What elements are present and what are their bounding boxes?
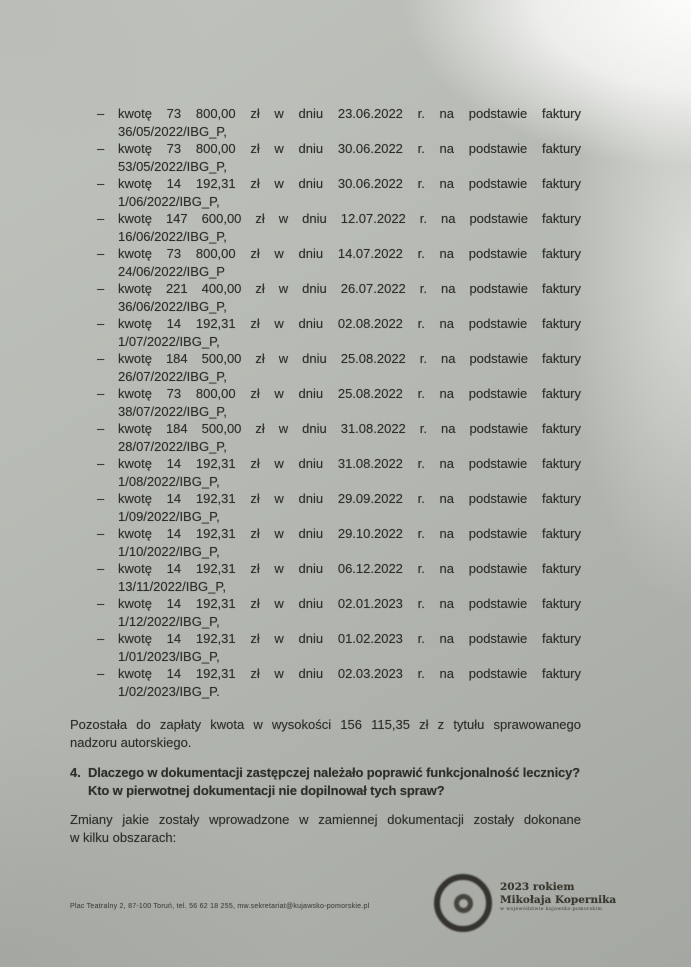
payment-list-item [70,175,581,210]
invoice-number-line: 28/07/2022/IBG_P, [118,438,227,454]
logo-text-line: Mikołaja Kopernika [500,893,617,906]
payment-amount-line: kwotę 14 192,31 zł w dniu 31.08.2022 r. na podstawie faktury [118,456,581,471]
payment-amount-line: kwotę 147 600,00 zł w dniu 12.07.2022 r. na podstawie faktury [118,211,581,226]
list-dash-bullet: – [97,281,105,296]
list-dash-bullet: – [97,106,105,121]
payment-list-item [70,350,581,385]
question-number: 4. [70,765,81,780]
list-dash-bullet: – [97,666,105,681]
invoice-number-line: 1/12/2022/IBG_P, [118,613,220,629]
payment-amount-line: kwotę 14 192,31 zł w dniu 01.02.2023 r. na podstawie faktury [118,631,581,646]
payment-list-item [70,630,581,665]
logo-text [500,881,670,913]
list-dash-bullet: – [97,631,105,646]
payment-amount-line: kwotę 184 500,00 zł w dniu 25.08.2022 r. na podstawie faktury [118,351,581,366]
invoice-number-line: 13/11/2022/IBG_P, [118,578,226,594]
changes-paragraph [70,811,581,846]
payment-amount-line: kwotę 221 400,00 zł w dniu 26.07.2022 r. na podstawie faktury [118,281,581,296]
paragraph-line: w kilku obszarach: [70,829,177,845]
invoice-number-line: 1/01/2023/IBG_P, [118,648,220,664]
list-dash-bullet: – [97,561,105,576]
list-dash-bullet: – [97,456,105,471]
payment-amount-line: kwotę 14 192,31 zł w dniu 02.08.2022 r. na podstawie faktury [118,316,581,331]
payment-list-item [70,490,581,525]
copernicus-emblem-icon [434,874,492,932]
payment-list-item [70,525,581,560]
payment-list-item [70,280,581,315]
invoice-number-line: 1/06/2022/IBG_P, [118,193,220,209]
list-dash-bullet: – [97,386,105,401]
payment-amount-line: kwotę 184 500,00 zł w dniu 31.08.2022 r. na podstawie faktury [118,421,581,436]
question-line: Kto w pierwotnej dokumentacji nie dopilnował tych spraw? [88,782,445,798]
list-dash-bullet: – [97,596,105,611]
payment-list-item [70,315,581,350]
emblem-inner-ring [454,894,473,913]
list-dash-bullet: – [97,491,105,506]
invoice-number-line: 24/06/2022/IBG_P [118,263,225,279]
payment-amount-line: kwotę 14 192,31 zł w dniu 02.01.2023 r. na podstawie faktury [118,596,581,611]
document-body [70,0,581,846]
payment-amount-line: kwotę 73 800,00 zł w dniu 30.06.2022 r. na podstawie faktury [118,141,581,156]
payment-list [70,0,581,700]
payment-list-item [70,105,581,140]
invoice-number-line: 16/06/2022/IBG_P, [118,228,227,244]
payment-list-item [70,595,581,630]
payment-amount-line: kwotę 73 800,00 zł w dniu 23.06.2022 r. na podstawie faktury [118,106,581,121]
invoice-number-line: 36/06/2022/IBG_P, [118,298,227,314]
payment-list-item [70,560,581,595]
payment-amount-line: kwotę 14 192,31 zł w dniu 06.12.2022 r. na podstawie faktury [118,561,581,576]
list-dash-bullet: – [97,351,105,366]
payment-amount-line: kwotę 73 800,00 zł w dniu 25.08.2022 r. na podstawie faktury [118,386,581,401]
invoice-number-line: 1/09/2022/IBG_P, [118,508,220,524]
list-dash-bullet: – [97,176,105,191]
payment-list-item [70,455,581,490]
invoice-number-line: 26/07/2022/IBG_P, [118,368,227,384]
payment-amount-line: kwotę 14 192,31 zł w dniu 02.03.2023 r. na podstawie faktury [118,666,581,681]
payment-amount-line: kwotę 14 192,31 zł w dniu 30.06.2022 r. na podstawie faktury [118,176,581,191]
footer-address: Plac Teatralny 2, 87-100 Toruń, tel. 56 62 18 255, mw.sekretariat@kujawsko-pomorskie.pl [70,903,370,910]
list-dash-bullet: – [97,141,105,156]
question-4 [70,764,581,799]
invoice-number-line: 36/05/2022/IBG_P, [118,123,227,139]
list-dash-bullet: – [97,246,105,261]
list-dash-bullet: – [97,211,105,226]
paragraph-line: nadzoru autorskiego. [70,734,192,750]
payment-list-item [70,210,581,245]
payment-list-item [70,420,581,455]
logo-text-line: 2023 rokiem [500,881,575,893]
logo-text-subline: w województwie kujawsko-pomorskim [500,907,603,912]
payment-amount-line: kwotę 73 800,00 zł w dniu 14.07.2022 r. na podstawie faktury [118,246,581,261]
invoice-number-line: 1/08/2022/IBG_P, [118,473,220,489]
list-dash-bullet: – [97,421,105,436]
remaining-amount-paragraph [70,716,581,751]
list-dash-bullet: – [97,316,105,331]
question-line: Dlaczego w dokumentacji zastępczej należało poprawić funkcjonalność lecznicy? [88,765,580,780]
payment-list-item [70,665,581,700]
invoice-number-line: 38/07/2022/IBG_P, [118,403,227,419]
list-dash-bullet: – [97,526,105,541]
invoice-number-line: 1/07/2022/IBG_P, [118,333,220,349]
paragraph-line: Pozostała do zapłaty kwota w wysokości 156 115,35 zł z tytułu sprawowanego [70,717,581,732]
payment-list-item [70,385,581,420]
invoice-number-line: 1/02/2023/IBG_P. [118,683,220,699]
payment-amount-line: kwotę 14 192,31 zł w dniu 29.09.2022 r. na podstawie faktury [118,491,581,506]
paragraph-line: Zmiany jakie zostały wprowadzone w zamiennej dokumentacji zostały dokonane [70,812,581,827]
payment-amount-line: kwotę 14 192,31 zł w dniu 29.10.2022 r. na podstawie faktury [118,526,581,541]
invoice-number-line: 53/05/2022/IBG_P, [118,158,227,174]
invoice-number-line: 1/10/2022/IBG_P, [118,543,220,559]
payment-list-item [70,245,581,280]
payment-list-item [70,140,581,175]
